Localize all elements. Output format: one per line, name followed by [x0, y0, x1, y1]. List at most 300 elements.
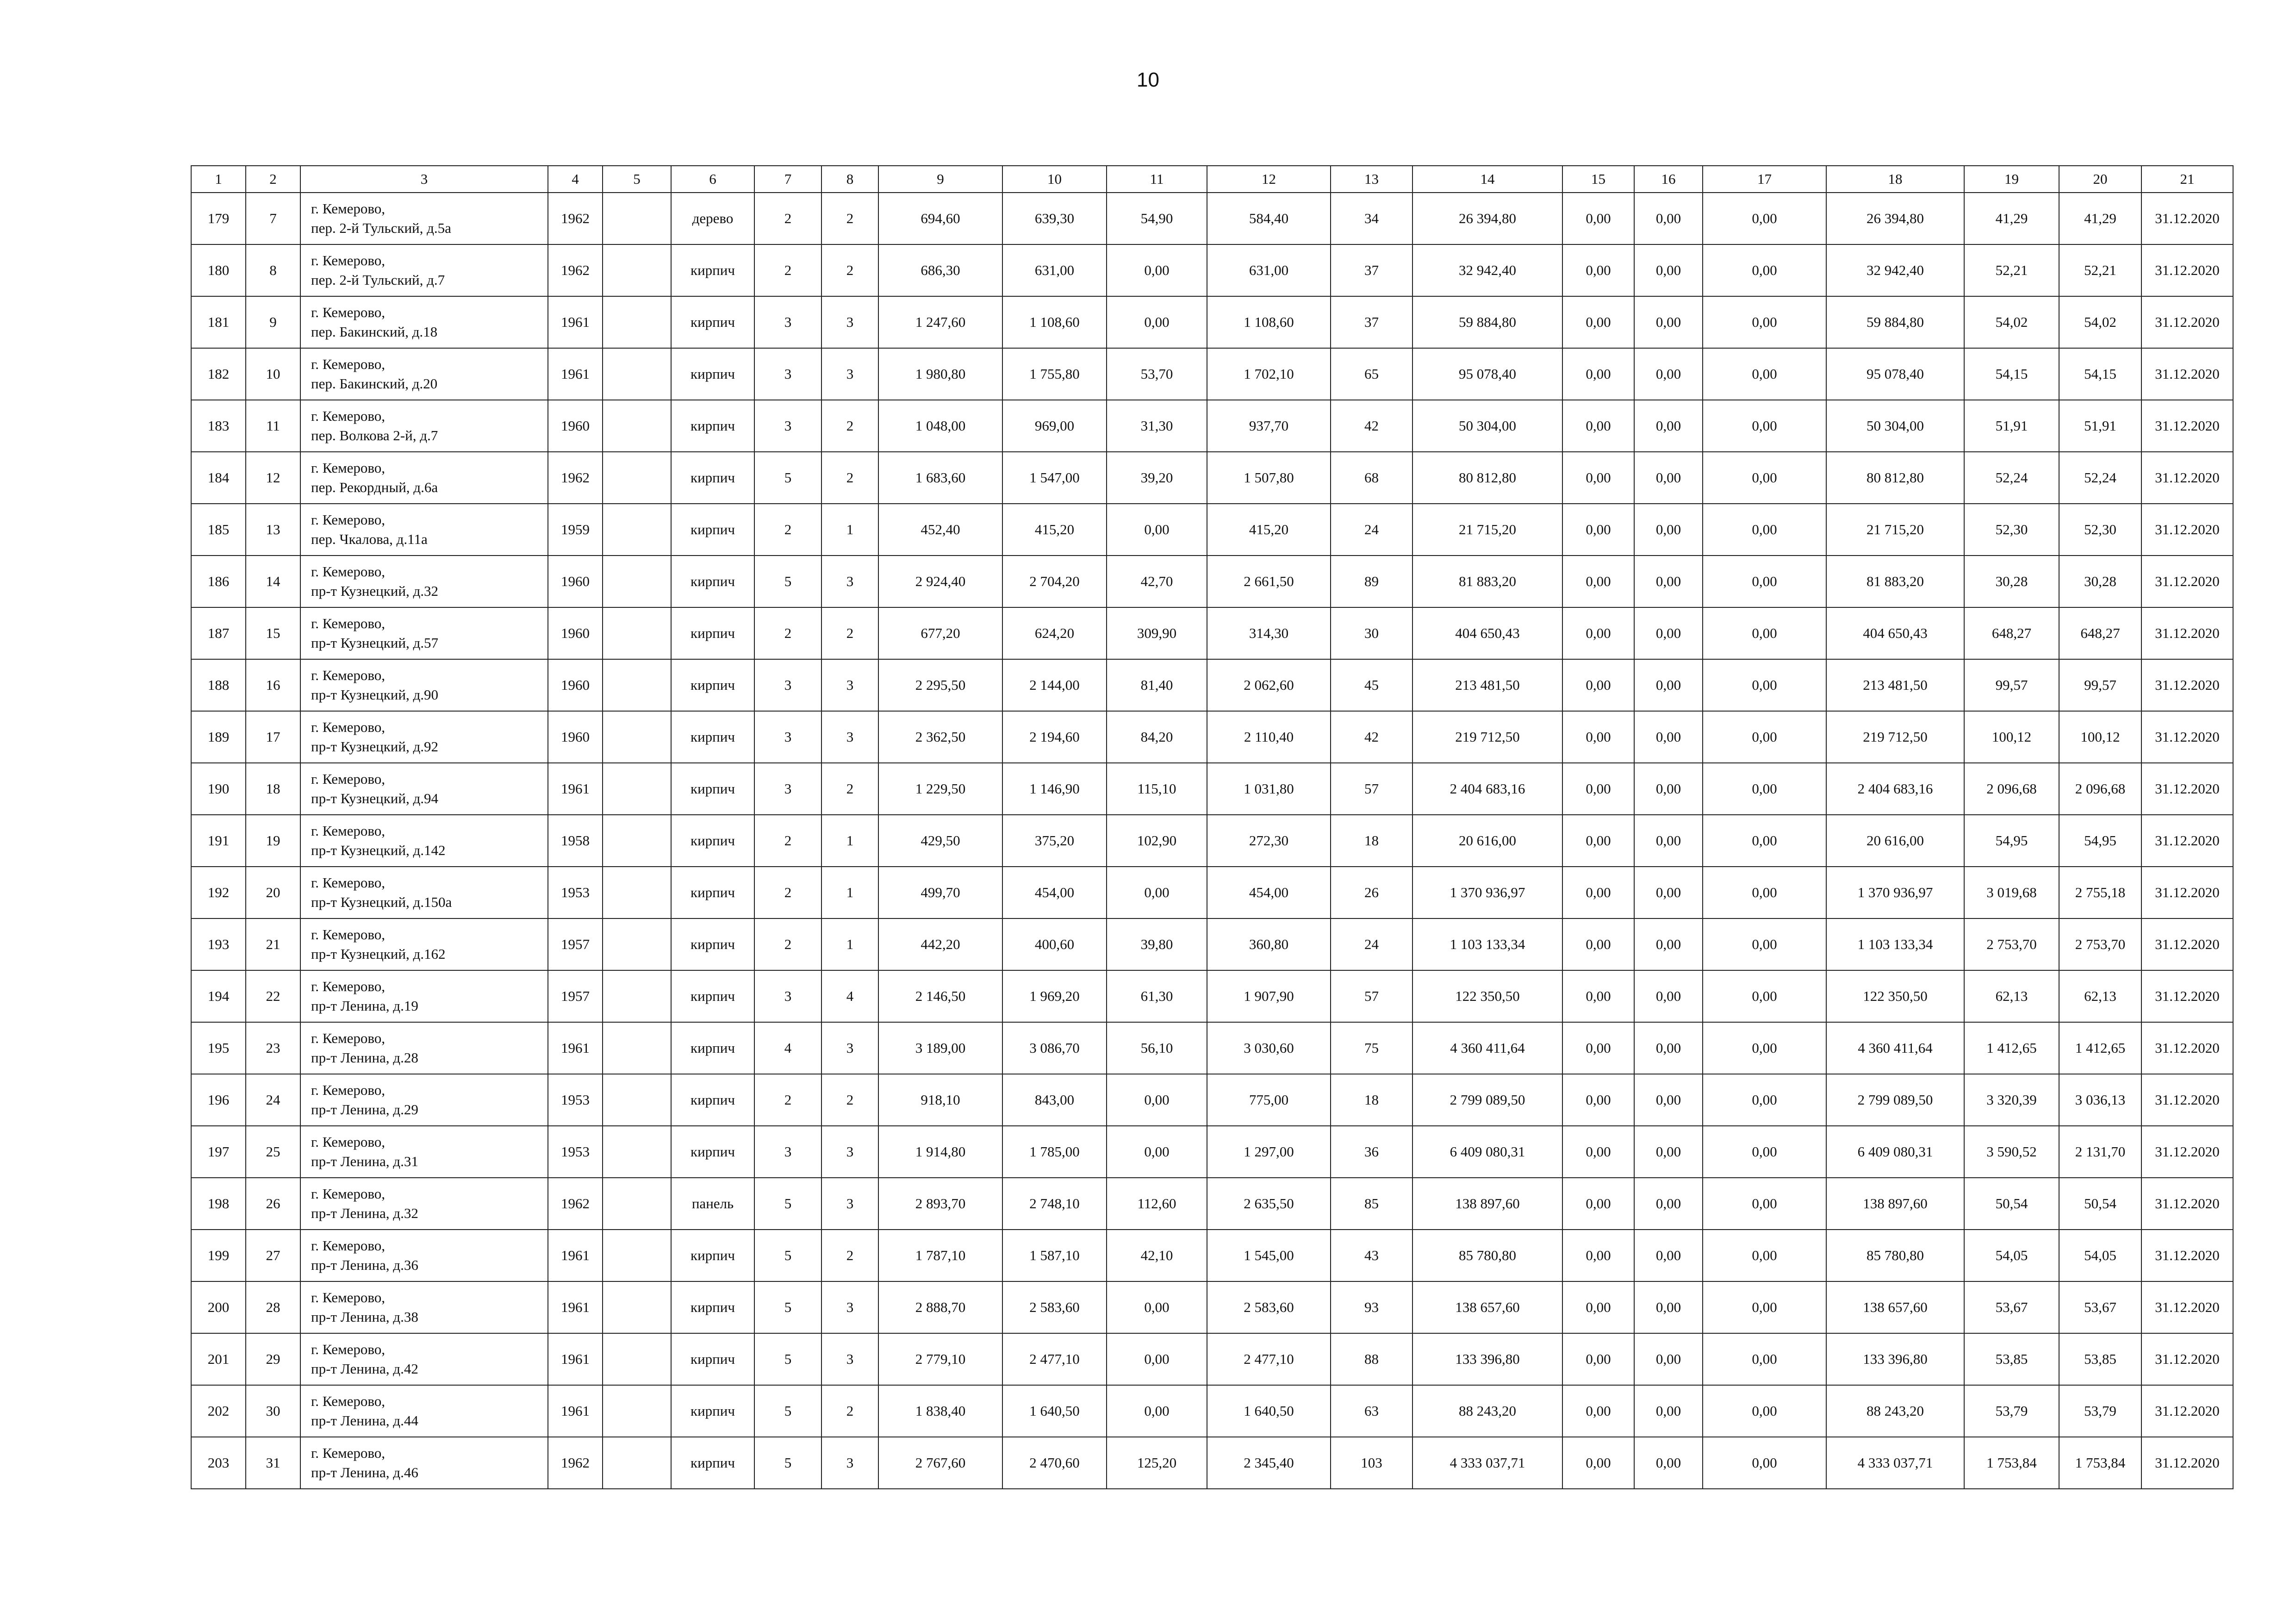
cell-col-4: 1962 — [548, 244, 603, 296]
cell-col-13: 42 — [1331, 711, 1412, 763]
cell-col-20: 53,79 — [2059, 1385, 2141, 1437]
cell-col-8: 4 — [821, 970, 878, 1022]
cell-col-6: кирпич — [671, 1333, 754, 1385]
cell-col-16: 0,00 — [1634, 244, 1703, 296]
cell-col-12: 584,40 — [1207, 193, 1331, 244]
cell-col-5 — [603, 867, 671, 918]
cell-col-16: 0,00 — [1634, 504, 1703, 556]
cell-col-20: 2 755,18 — [2059, 867, 2141, 918]
table-row — [191, 244, 2233, 296]
cell-col-11: 42,10 — [1107, 1230, 1207, 1281]
cell-col-16: 0,00 — [1634, 711, 1703, 763]
cell-col-12: 3 030,60 — [1207, 1022, 1331, 1074]
cell-col-5 — [603, 1178, 671, 1230]
cell-col-5 — [603, 970, 671, 1022]
cell-col-10: 3 086,70 — [1002, 1022, 1107, 1074]
address-city: г. Кемерово, — [311, 926, 386, 943]
cell-col-20: 52,24 — [2059, 452, 2141, 504]
table-row — [191, 1230, 2233, 1281]
cell-col-18: 2 799 089,50 — [1826, 1074, 1964, 1126]
column-number-17: 17 — [1703, 166, 1826, 193]
cell-col-20: 2 096,68 — [2059, 763, 2141, 815]
cell-col-16: 0,00 — [1634, 763, 1703, 815]
cell-col-13: 36 — [1331, 1126, 1412, 1178]
cell-col-4: 1962 — [548, 193, 603, 244]
cell-col-18: 1 370 936,97 — [1826, 867, 1964, 918]
address-cell — [300, 244, 548, 296]
cell-col-6: кирпич — [671, 918, 754, 970]
cell-col-8: 3 — [821, 1333, 878, 1385]
column-number-10: 10 — [1002, 166, 1107, 193]
cell-col-9: 918,10 — [878, 1074, 1002, 1126]
cell-col-15: 0,00 — [1562, 711, 1634, 763]
cell-col-15: 0,00 — [1562, 193, 1634, 244]
cell-col-10: 2 704,20 — [1002, 556, 1107, 607]
cell-col-21: 31.12.2020 — [2141, 1074, 2233, 1126]
address-city: г. Кемерово, — [311, 615, 386, 631]
cell-col-8: 2 — [821, 193, 878, 244]
cell-col-16: 0,00 — [1634, 1074, 1703, 1126]
cell-col-18: 6 409 080,31 — [1826, 1126, 1964, 1178]
cell-col-15: 0,00 — [1562, 400, 1634, 452]
page-number: 10 — [1137, 69, 1159, 91]
cell-col-6: кирпич — [671, 1281, 754, 1333]
cell-col-11: 0,00 — [1107, 504, 1207, 556]
cell-col-11: 0,00 — [1107, 1074, 1207, 1126]
cell-col-1: 187 — [191, 607, 246, 659]
cell-col-21: 31.12.2020 — [2141, 504, 2233, 556]
cell-col-14: 21 715,20 — [1412, 504, 1562, 556]
address-cell — [300, 1074, 548, 1126]
cell-col-17: 0,00 — [1703, 296, 1826, 348]
cell-col-8: 2 — [821, 763, 878, 815]
cell-col-18: 404 650,43 — [1826, 607, 1964, 659]
table-row — [191, 1333, 2233, 1385]
cell-col-1: 203 — [191, 1437, 246, 1489]
address-cell — [300, 711, 548, 763]
cell-col-10: 375,20 — [1002, 815, 1107, 867]
address-street: пер. Чкалова, д.11а — [311, 531, 428, 547]
cell-col-17: 0,00 — [1703, 1333, 1826, 1385]
address-cell — [300, 607, 548, 659]
cell-col-9: 1 838,40 — [878, 1385, 1002, 1437]
cell-col-14: 81 883,20 — [1412, 556, 1562, 607]
cell-col-7: 5 — [754, 1333, 821, 1385]
cell-col-17: 0,00 — [1703, 711, 1826, 763]
cell-col-20: 30,28 — [2059, 556, 2141, 607]
cell-col-6: кирпич — [671, 815, 754, 867]
cell-col-20: 2 131,70 — [2059, 1126, 2141, 1178]
cell-col-9: 499,70 — [878, 867, 1002, 918]
address-cell — [300, 970, 548, 1022]
address-street: пр-т Кузнецкий, д.150а — [311, 894, 452, 910]
cell-col-17: 0,00 — [1703, 504, 1826, 556]
address-city: г. Кемерово, — [311, 874, 386, 891]
cell-col-10: 2 477,10 — [1002, 1333, 1107, 1385]
cell-col-11: 81,40 — [1107, 659, 1207, 711]
address-street: пер. Бакинский, д.20 — [311, 375, 438, 392]
cell-col-7: 2 — [754, 815, 821, 867]
cell-col-8: 1 — [821, 867, 878, 918]
cell-col-6: дерево — [671, 193, 754, 244]
cell-col-20: 41,29 — [2059, 193, 2141, 244]
cell-col-21: 31.12.2020 — [2141, 1281, 2233, 1333]
cell-col-14: 122 350,50 — [1412, 970, 1562, 1022]
cell-col-1: 197 — [191, 1126, 246, 1178]
address-cell — [300, 348, 548, 400]
cell-col-17: 0,00 — [1703, 607, 1826, 659]
cell-col-11: 39,80 — [1107, 918, 1207, 970]
cell-col-16: 0,00 — [1634, 1333, 1703, 1385]
cell-col-11: 0,00 — [1107, 1385, 1207, 1437]
column-number-13: 13 — [1331, 166, 1412, 193]
cell-col-5 — [603, 1437, 671, 1489]
cell-col-4: 1953 — [548, 867, 603, 918]
cell-col-9: 1 048,00 — [878, 400, 1002, 452]
cell-col-12: 272,30 — [1207, 815, 1331, 867]
cell-col-12: 1 507,80 — [1207, 452, 1331, 504]
cell-col-13: 85 — [1331, 1178, 1412, 1230]
cell-col-7: 2 — [754, 504, 821, 556]
cell-col-1: 193 — [191, 918, 246, 970]
cell-col-14: 138 657,60 — [1412, 1281, 1562, 1333]
cell-col-10: 1 587,10 — [1002, 1230, 1107, 1281]
cell-col-11: 53,70 — [1107, 348, 1207, 400]
cell-col-21: 31.12.2020 — [2141, 296, 2233, 348]
address-cell — [300, 193, 548, 244]
cell-col-21: 31.12.2020 — [2141, 711, 2233, 763]
cell-col-7: 5 — [754, 1178, 821, 1230]
cell-col-21: 31.12.2020 — [2141, 918, 2233, 970]
cell-col-5 — [603, 711, 671, 763]
cell-col-16: 0,00 — [1634, 1126, 1703, 1178]
cell-col-8: 1 — [821, 504, 878, 556]
cell-col-4: 1961 — [548, 1230, 603, 1281]
cell-col-20: 52,21 — [2059, 244, 2141, 296]
cell-col-10: 2 583,60 — [1002, 1281, 1107, 1333]
address-cell — [300, 1230, 548, 1281]
cell-col-12: 314,30 — [1207, 607, 1331, 659]
cell-col-7: 5 — [754, 1437, 821, 1489]
cell-col-11: 112,60 — [1107, 1178, 1207, 1230]
cell-col-18: 138 657,60 — [1826, 1281, 1964, 1333]
cell-col-9: 1 980,80 — [878, 348, 1002, 400]
cell-col-14: 213 481,50 — [1412, 659, 1562, 711]
cell-col-8: 2 — [821, 1074, 878, 1126]
cell-col-18: 59 884,80 — [1826, 296, 1964, 348]
cell-col-5 — [603, 348, 671, 400]
cell-col-1: 181 — [191, 296, 246, 348]
cell-col-1: 180 — [191, 244, 246, 296]
cell-col-20: 50,54 — [2059, 1178, 2141, 1230]
cell-col-13: 63 — [1331, 1385, 1412, 1437]
address-cell — [300, 1385, 548, 1437]
cell-col-6: кирпич — [671, 452, 754, 504]
cell-col-7: 3 — [754, 400, 821, 452]
cell-col-5 — [603, 244, 671, 296]
cell-col-11: 39,20 — [1107, 452, 1207, 504]
cell-col-20: 53,67 — [2059, 1281, 2141, 1333]
cell-col-13: 24 — [1331, 504, 1412, 556]
cell-col-6: кирпич — [671, 244, 754, 296]
address-city: г. Кемерово, — [311, 512, 386, 528]
cell-col-16: 0,00 — [1634, 1437, 1703, 1489]
cell-col-9: 694,60 — [878, 193, 1002, 244]
cell-col-2: 24 — [246, 1074, 300, 1126]
address-cell — [300, 1126, 548, 1178]
cell-col-5 — [603, 1281, 671, 1333]
cell-col-17: 0,00 — [1703, 348, 1826, 400]
cell-col-20: 51,91 — [2059, 400, 2141, 452]
cell-col-19: 62,13 — [1964, 970, 2059, 1022]
cell-col-2: 9 — [246, 296, 300, 348]
cell-col-19: 52,24 — [1964, 452, 2059, 504]
table-row — [191, 867, 2233, 918]
cell-col-4: 1960 — [548, 607, 603, 659]
cell-col-13: 68 — [1331, 452, 1412, 504]
cell-col-12: 775,00 — [1207, 1074, 1331, 1126]
column-number-5: 5 — [603, 166, 671, 193]
cell-col-13: 45 — [1331, 659, 1412, 711]
cell-col-8: 3 — [821, 296, 878, 348]
cell-col-21: 31.12.2020 — [2141, 867, 2233, 918]
cell-col-7: 4 — [754, 1022, 821, 1074]
cell-col-2: 30 — [246, 1385, 300, 1437]
address-city: г. Кемерово, — [311, 771, 386, 787]
column-number-18: 18 — [1826, 166, 1964, 193]
cell-col-17: 0,00 — [1703, 970, 1826, 1022]
cell-col-14: 26 394,80 — [1412, 193, 1562, 244]
address-street: пр-т Ленина, д.32 — [311, 1205, 418, 1221]
address-street: пр-т Кузнецкий, д.57 — [311, 635, 439, 651]
cell-col-14: 4 360 411,64 — [1412, 1022, 1562, 1074]
address-city: г. Кемерово, — [311, 563, 386, 580]
cell-col-16: 0,00 — [1634, 452, 1703, 504]
cell-col-10: 1 969,20 — [1002, 970, 1107, 1022]
cell-col-5 — [603, 1333, 671, 1385]
cell-col-9: 1 229,50 — [878, 763, 1002, 815]
cell-col-4: 1961 — [548, 1022, 603, 1074]
cell-col-15: 0,00 — [1562, 1126, 1634, 1178]
cell-col-12: 2 583,60 — [1207, 1281, 1331, 1333]
cell-col-1: 190 — [191, 763, 246, 815]
cell-col-19: 1 412,65 — [1964, 1022, 2059, 1074]
cell-col-2: 29 — [246, 1333, 300, 1385]
cell-col-2: 22 — [246, 970, 300, 1022]
cell-col-13: 93 — [1331, 1281, 1412, 1333]
cell-col-10: 2 470,60 — [1002, 1437, 1107, 1489]
cell-col-17: 0,00 — [1703, 1281, 1826, 1333]
cell-col-15: 0,00 — [1562, 970, 1634, 1022]
cell-col-6: кирпич — [671, 1074, 754, 1126]
table-row — [191, 296, 2233, 348]
cell-col-8: 3 — [821, 1281, 878, 1333]
cell-col-4: 1962 — [548, 1437, 603, 1489]
cell-col-20: 54,05 — [2059, 1230, 2141, 1281]
cell-col-17: 0,00 — [1703, 452, 1826, 504]
cell-col-2: 11 — [246, 400, 300, 452]
cell-col-7: 2 — [754, 193, 821, 244]
cell-col-5 — [603, 815, 671, 867]
cell-col-16: 0,00 — [1634, 348, 1703, 400]
cell-col-10: 631,00 — [1002, 244, 1107, 296]
cell-col-6: кирпич — [671, 970, 754, 1022]
cell-col-20: 1 412,65 — [2059, 1022, 2141, 1074]
cell-col-8: 2 — [821, 400, 878, 452]
table-row — [191, 452, 2233, 504]
cell-col-1: 191 — [191, 815, 246, 867]
cell-col-7: 3 — [754, 970, 821, 1022]
address-street: пер. Рекордный, д.6а — [311, 479, 438, 495]
cell-col-19: 54,95 — [1964, 815, 2059, 867]
cell-col-15: 0,00 — [1562, 1230, 1634, 1281]
address-city: г. Кемерово, — [311, 823, 386, 839]
cell-col-18: 122 350,50 — [1826, 970, 1964, 1022]
cell-col-11: 309,90 — [1107, 607, 1207, 659]
cell-col-7: 5 — [754, 556, 821, 607]
cell-col-19: 53,85 — [1964, 1333, 2059, 1385]
cell-col-20: 100,12 — [2059, 711, 2141, 763]
address-street: пр-т Кузнецкий, д.92 — [311, 738, 439, 755]
cell-col-14: 59 884,80 — [1412, 296, 1562, 348]
cell-col-2: 10 — [246, 348, 300, 400]
cell-col-13: 75 — [1331, 1022, 1412, 1074]
cell-col-10: 1 785,00 — [1002, 1126, 1107, 1178]
cell-col-17: 0,00 — [1703, 1178, 1826, 1230]
cell-col-9: 2 888,70 — [878, 1281, 1002, 1333]
cell-col-16: 0,00 — [1634, 556, 1703, 607]
cell-col-5 — [603, 504, 671, 556]
cell-col-1: 186 — [191, 556, 246, 607]
cell-col-17: 0,00 — [1703, 1385, 1826, 1437]
cell-col-20: 54,02 — [2059, 296, 2141, 348]
cell-col-4: 1962 — [548, 452, 603, 504]
cell-col-18: 2 404 683,16 — [1826, 763, 1964, 815]
cell-col-20: 648,27 — [2059, 607, 2141, 659]
cell-col-7: 3 — [754, 1126, 821, 1178]
table-row — [191, 348, 2233, 400]
cell-col-19: 41,29 — [1964, 193, 2059, 244]
cell-col-9: 2 767,60 — [878, 1437, 1002, 1489]
address-cell — [300, 452, 548, 504]
cell-col-6: кирпич — [671, 556, 754, 607]
cell-col-21: 31.12.2020 — [2141, 970, 2233, 1022]
cell-col-17: 0,00 — [1703, 1126, 1826, 1178]
table-row — [191, 400, 2233, 452]
cell-col-18: 219 712,50 — [1826, 711, 1964, 763]
address-city: г. Кемерово, — [311, 1237, 386, 1254]
address-street: пер. Волкова 2-й, д.7 — [311, 427, 438, 443]
address-city: г. Кемерово, — [311, 1186, 386, 1202]
cell-col-6: кирпич — [671, 711, 754, 763]
address-street: пер. Бакинский, д.18 — [311, 324, 438, 340]
cell-col-15: 0,00 — [1562, 1022, 1634, 1074]
column-number-20: 20 — [2059, 166, 2141, 193]
cell-col-2: 19 — [246, 815, 300, 867]
cell-col-11: 102,90 — [1107, 815, 1207, 867]
address-street: пр-т Ленина, д.29 — [311, 1101, 418, 1118]
cell-col-14: 80 812,80 — [1412, 452, 1562, 504]
cell-col-15: 0,00 — [1562, 763, 1634, 815]
cell-col-21: 31.12.2020 — [2141, 556, 2233, 607]
cell-col-8: 3 — [821, 1437, 878, 1489]
cell-col-1: 201 — [191, 1333, 246, 1385]
table-row — [191, 659, 2233, 711]
cell-col-15: 0,00 — [1562, 556, 1634, 607]
cell-col-16: 0,00 — [1634, 193, 1703, 244]
cell-col-1: 200 — [191, 1281, 246, 1333]
cell-col-17: 0,00 — [1703, 1230, 1826, 1281]
cell-col-16: 0,00 — [1634, 607, 1703, 659]
cell-col-6: кирпич — [671, 763, 754, 815]
cell-col-9: 442,20 — [878, 918, 1002, 970]
cell-col-10: 1 108,60 — [1002, 296, 1107, 348]
table-row — [191, 504, 2233, 556]
cell-col-11: 0,00 — [1107, 1333, 1207, 1385]
cell-col-15: 0,00 — [1562, 1178, 1634, 1230]
cell-col-18: 133 396,80 — [1826, 1333, 1964, 1385]
cell-col-18: 20 616,00 — [1826, 815, 1964, 867]
cell-col-6: кирпич — [671, 348, 754, 400]
cell-col-18: 138 897,60 — [1826, 1178, 1964, 1230]
address-street: пр-т Кузнецкий, д.162 — [311, 946, 446, 962]
cell-col-10: 2 144,00 — [1002, 659, 1107, 711]
cell-col-7: 5 — [754, 452, 821, 504]
cell-col-20: 54,95 — [2059, 815, 2141, 867]
cell-col-4: 1960 — [548, 659, 603, 711]
cell-col-2: 18 — [246, 763, 300, 815]
cell-col-2: 17 — [246, 711, 300, 763]
cell-col-21: 31.12.2020 — [2141, 348, 2233, 400]
cell-col-15: 0,00 — [1562, 1437, 1634, 1489]
cell-col-8: 3 — [821, 1178, 878, 1230]
cell-col-13: 88 — [1331, 1333, 1412, 1385]
address-street: пр-т Ленина, д.31 — [311, 1153, 418, 1169]
column-number-row — [191, 166, 2233, 193]
cell-col-1: 189 — [191, 711, 246, 763]
cell-col-10: 1 640,50 — [1002, 1385, 1107, 1437]
table-row — [191, 1074, 2233, 1126]
address-city: г. Кемерово, — [311, 667, 386, 683]
cell-col-16: 0,00 — [1634, 296, 1703, 348]
cell-col-21: 31.12.2020 — [2141, 659, 2233, 711]
cell-col-11: 0,00 — [1107, 244, 1207, 296]
cell-col-17: 0,00 — [1703, 918, 1826, 970]
cell-col-16: 0,00 — [1634, 918, 1703, 970]
cell-col-21: 31.12.2020 — [2141, 1178, 2233, 1230]
cell-col-11: 61,30 — [1107, 970, 1207, 1022]
cell-col-1: 198 — [191, 1178, 246, 1230]
cell-col-19: 100,12 — [1964, 711, 2059, 763]
table-row — [191, 1022, 2233, 1074]
cell-col-19: 1 753,84 — [1964, 1437, 2059, 1489]
address-street: пр-т Ленина, д.19 — [311, 998, 418, 1014]
column-number-19: 19 — [1964, 166, 2059, 193]
cell-col-12: 1 640,50 — [1207, 1385, 1331, 1437]
cell-col-9: 1 914,80 — [878, 1126, 1002, 1178]
column-number-21: 21 — [2141, 166, 2233, 193]
cell-col-16: 0,00 — [1634, 1230, 1703, 1281]
cell-col-4: 1953 — [548, 1126, 603, 1178]
cell-col-2: 13 — [246, 504, 300, 556]
cell-col-12: 2 345,40 — [1207, 1437, 1331, 1489]
cell-col-14: 4 333 037,71 — [1412, 1437, 1562, 1489]
cell-col-20: 3 036,13 — [2059, 1074, 2141, 1126]
cell-col-4: 1958 — [548, 815, 603, 867]
cell-col-12: 360,80 — [1207, 918, 1331, 970]
cell-col-2: 15 — [246, 607, 300, 659]
cell-col-10: 624,20 — [1002, 607, 1107, 659]
